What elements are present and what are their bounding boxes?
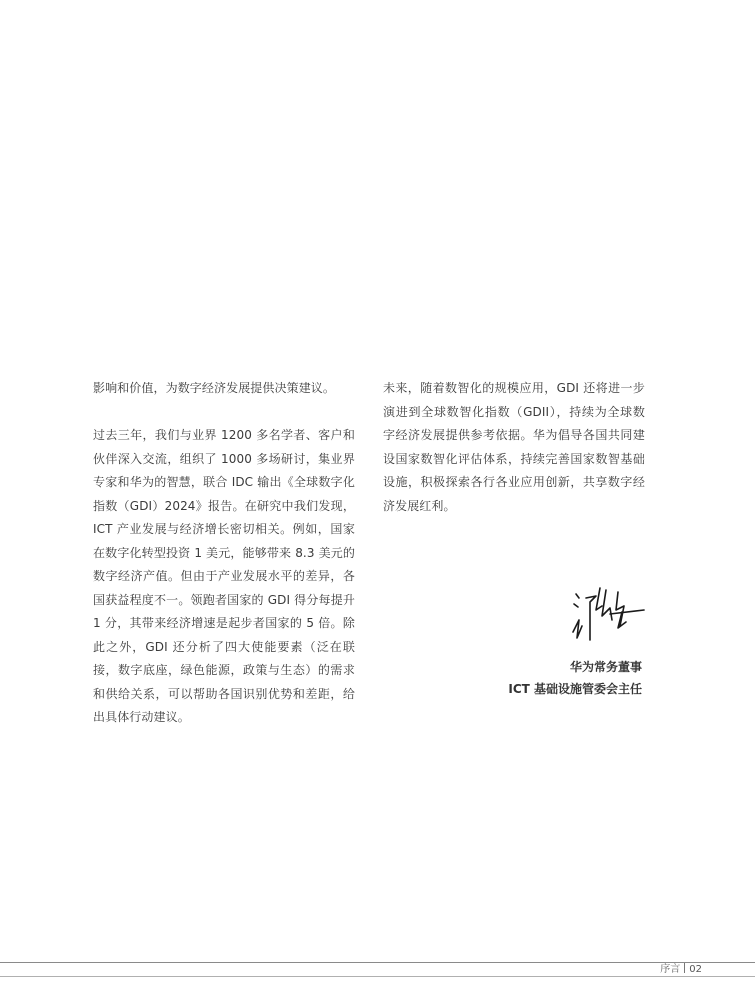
left-column xyxy=(93,377,355,730)
page-number: 02 xyxy=(689,964,702,975)
paragraph-future: 未来，随着数智化的规模应用，GDI 还将进一步演进到全球数智化指数（GDII），持续为全球数字经济发展提供参考依据。华为倡导各国共同建设国家数智化评估体系，持续完善国家数智基础设施，积极探索各行各业应用创新，共享数字经济发展红利。 xyxy=(383,381,645,513)
paragraph-research: 过去三年，我们与业界 1200 多名学者、客户和伙伴深入交流，组织了 1000 多场研讨，集业界专家和华为的智慧，联合 IDC 输出《全球数字化指数（GDI）2024》报告。在研究中我们发现，ICT 产业发展与经济增长密切相关。例如，国家在数字化转型投资 1 美元，能够带来 8.3 美元的数字经济产值。但由于产业发展水平的差异，各国获益程度不一。领跑者国家的 GDI 得分每提升 1 分，其带来经济增速是起步者国家的 5 倍。除此之外，GDI 还分析了四大使能要素（泛在联接，数字底座，绿色能源，政策与生态）的需求和供给关系，可以帮助各国识别优势和差距，给出具体行动建议。 xyxy=(93,428,355,724)
paragraph-intro-tail: 影响和价值，为数字经济发展提供决策建议。 xyxy=(93,381,336,395)
right-column xyxy=(383,377,645,518)
signatory-block xyxy=(508,656,642,700)
page-footer xyxy=(660,963,702,976)
footer-separator xyxy=(684,963,685,973)
footer-section-label: 序言 xyxy=(660,964,681,975)
footer-divider-top xyxy=(0,962,755,963)
footer-divider-bottom xyxy=(0,976,755,977)
handwritten-signature xyxy=(566,580,646,646)
signatory-title: 华为常务董事 xyxy=(569,660,642,674)
signatory-position: ICT 基础设施管委会主任 xyxy=(508,682,642,696)
